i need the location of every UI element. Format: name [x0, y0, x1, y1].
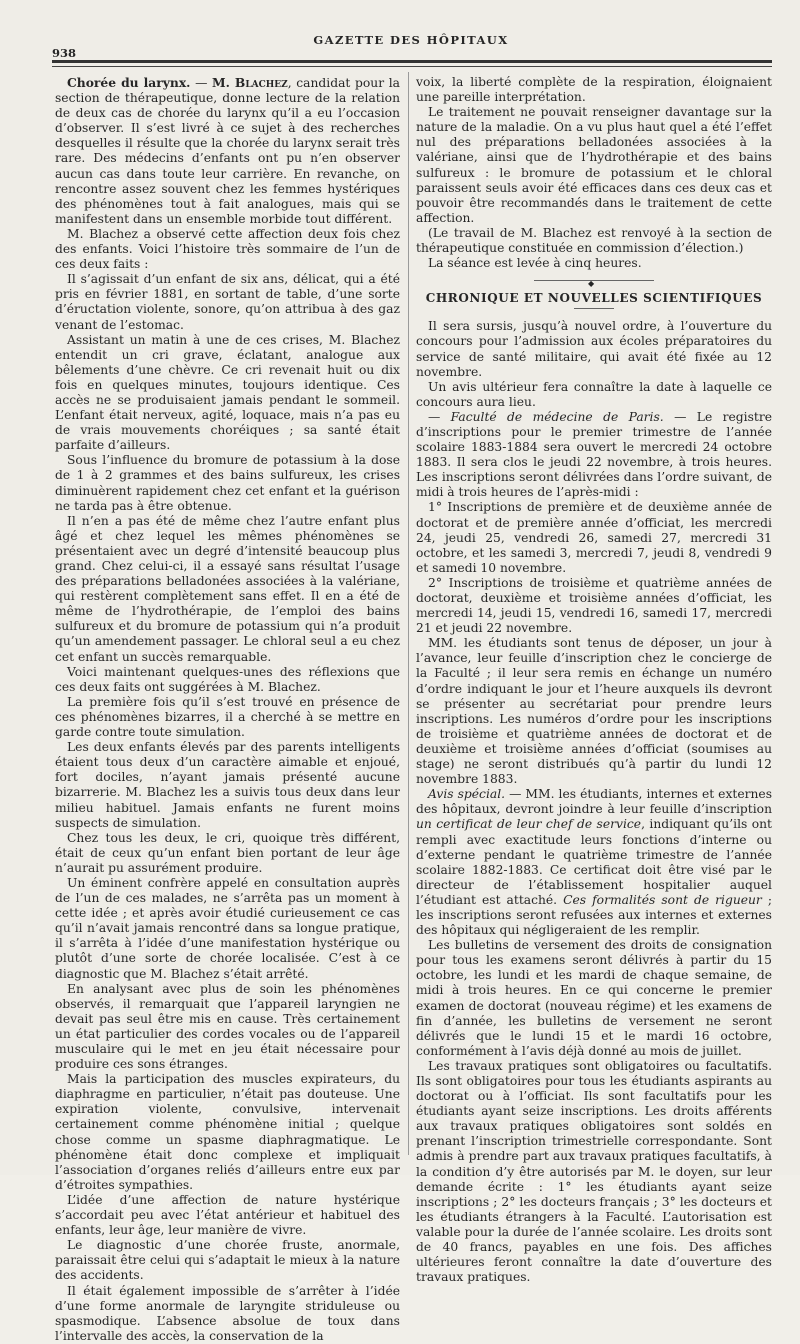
paragraph: L’idée d’une affection de nature hystérique s’accordait peu avec l’état antérieur et habituel des enfants, leur âge, leur manière de vivre. [55, 1192, 400, 1238]
notice-italic-text: Ces formalités sont de rigueur [563, 892, 762, 907]
paragraph: Un éminent confrère appelé en consultation auprès de l’un de ces malades, ne s’arrêta pas un moment à cette idée ; et après avoir étudié curieusement ce cas qu’il n’avait jamais rencontré dans sa longue pratique, il s’arrêta à l’idée d’une manifestation hystérique ou plutôt d’une sorte de chorée localisée. C’est à ce diagnostic que M. Blachez s’était arrêté. [55, 875, 400, 981]
notice-text: ; les inscriptions seront refusées aux internes et externes des hôpitaux qui négligeraient de les remplir. [416, 892, 772, 938]
right-column [416, 75, 773, 1285]
page-header [52, 30, 770, 60]
article-title: Chorée du larynx. [67, 75, 191, 90]
paragraph: Mais la participation des muscles expirateurs, du diaphragme en particulier, n’était pas douteuse. Une expiration violente, convulsive, intervenait certainement comme phénomène initial ; quelque chose comme un spasme diaphragmatique. Le phénomène était donc complexe et impliquait l’association d’organes reliés d’ailleurs entre eux par d’étroites sympathies. [55, 1072, 400, 1192]
paragraph: voix, la liberté complète de la respiration, éloignaient une pareille interprétation. [416, 75, 772, 105]
notice-heading: — Faculté de médecine de Paris. [428, 409, 664, 424]
paragraph: Il n’en a pas été de même chez l’autre enfant plus âgé et chez lequel les mêmes phénomènes se présentaient avec un degré d’intensité beaucoup plus grand. Chez celui-ci, il a essayé sans résultat l’usage des préparations belladonées associées à la valériane, qui restèrent complètement sans effet. Il en a été de même de l’hydrothérapie, de l’emploi des bains sulfureux et du bromure de potassium qui n’a produit qu’un amendement passager. Le chloral seul a eu chez cet enfant un succès remarquable. [55, 513, 400, 664]
column-divider [408, 72, 409, 1155]
notice-text: — Le registre d’inscriptions pour le premier trimestre de l’année scolaire 1883-1884 sera ouvert le mercredi 24 octobre 1883. Il sera clos le jeudi 22 novembre, à trois heures. Les inscriptions seront délivrées dans l’ordre suivant, de midi à trois heures de l’après-midi : [416, 409, 772, 500]
header-thick-rule [52, 60, 772, 63]
paragraph: MM. les étudiants sont tenus de déposer, un jour à l’avance, leur feuille d’inscription chez le concierge de la Faculté ; il leur sera remis en échange un numéro d’ordre indiquant le jour et l’heure auxquels ils devront se présenter au secrétariat pour prendre leurs inscriptions. Les numéros d’ordre pour les inscriptions de troisième et quatrième années de doctorat et de deuxième et troisième années d’officiat (soumises au stage) ne seront distribués qu’à partir du lundi 12 novembre 1883. [416, 636, 772, 787]
paragraph: En analysant avec plus de soin les phénomènes observés, il remarquait que l’appareil laryngien ne devait pas seul être mis en cause. Très certainement un état particulier des cordes vocales ou de l’appareil musculaire qui le met en jeu était nécessaire pour produire ces sons étranges. [55, 981, 400, 1072]
notice-italic-text: un certificat de leur chef de service [416, 817, 642, 832]
paragraph: Il s’agissait d’un enfant de six ans, délicat, qui a été pris en février 1881, en sortant de table, d’une sorte d’éructation violente, sonore, qu’on attribua à des gaz venant de l’estomac. [55, 272, 400, 332]
paragraph: Chez tous les deux, le cri, quoique très différent, était de ceux qu’un enfant bien portant de leur âge n’aurait pu assurément produire. [55, 830, 400, 875]
paragraph: Les deux enfants élevés par des parents intelligents étaient tous deux d’un caractère aimable et enjoué, fort dociles, n’ayant jamais présenté aucune bizarrerie. M. Blachez les a suivis tous deux dans leur milieu habituel. Jamais enfants ne furent moins suspects de simulation. [55, 740, 400, 830]
paragraph: (Le travail de M. Blachez est renvoyé à la section de thérapeutique constituée en commission d’élection.) [416, 225, 772, 256]
paragraph: Il sera sursis, jusqu’à nouvel ordre, à l’ouverture du concours pour l’admission aux écoles préparatoires du service de santé militaire, qui avait été fixée au 12 novembre. [416, 319, 772, 379]
paragraph: Le diagnostic d’une chorée fruste, anormale, paraissait être celui qui s’adaptait le mieux à la nature des accidents. [55, 1238, 400, 1283]
running-title: GAZETTE DES HÔPITAUX [313, 33, 509, 47]
paragraph: Voici maintenant quelques-unes des réflexions que ces deux faits ont suggérées à M. Blachez. [55, 664, 400, 694]
article-intro-paragraph: Chorée du larynx. — M. Blachez, candidat pour la section de thérapeutique, donne lecture de la relation de deux cas de chorée du larynx qu’il a eu l’occasion d’observer. Il s’est livré à ce sujet à des recherches desquelles il résulte que la chorée du larynx serait très rare. Des médecins d’enfants ont pu n’en observer aucun cas dans toute leur carrière. En revanche, on rencontre assez souvent chez les femmes hystériques des phénomènes tout à fait analogues, mais qui se manifestent dans un ensemble morbide tout différent. [55, 75, 400, 226]
paragraph: Les bulletins de versement des droits de consignation pour tous les examens seront délivrés à partir du 15 octobre, les lundi et les mardi de chaque semaine, de midi à trois heures. En ce qui concerne le premier examen de doctorat (nouveau régime) et les examens de fin d’année, les bulletins de versement ne seront délivrés que le lundi 15 et le mardi 16 octobre, conformément à l’avis déjà donné au mois de juillet. [416, 938, 772, 1058]
paragraph: La première fois qu’il s’est trouvé en présence de ces phénomènes bizarres, il a cherché à se mettre en garde contre toute simulation. [55, 694, 400, 740]
article-intro-text: , candidat pour la section de thérapeutique, donne lecture de la relation de deux cas de chorée du larynx qu’il a eu l’occasion d’observer. Il s’est livré à ce sujet à des recherches desquelles il résulte que la chorée du larynx serait très rare. Des médecins d’enfants ont pu n’en observer aucun cas dans toute leur carrière. En revanche, on rencontre assez souvent chez les femmes hystériques des phénomènes tout à fait analogues, mais qui se manifestent dans un ensemble morbide tout différent. [55, 76, 400, 226]
paragraph: Un avis ultérieur fera connaître la date à laquelle ce concours aura lieu. [416, 379, 772, 409]
notice-heading: Avis spécial. [428, 787, 506, 802]
paragraph: 1° Inscriptions de première et de deuxième année de doctorat et de première année d’officiat, les mercredi 24, jeudi 25, vendredi 26, samedi 27, mercredi 31 octobre, et les samedi 3, mercredi 7, jeudi 8, vendredi 9 et samedi 10 novembre. [416, 500, 772, 575]
notice-text: — MM. les étudiants, internes et externes des hôpitaux, devront joindre à leur feuille d’inscription [416, 787, 773, 817]
paragraph: M. Blachez a observé cette affection deux fois chez des enfants. Voici l’histoire très sommaire de l’un de ces deux faits : [55, 226, 400, 272]
paragraph: Les travaux pratiques sont obligatoires ou facultatifs. Ils sont obligatoires pour tous les étudiants aspirants au doctorat ou à l’officiat. Ils sont facultatifs pour les étudiants ayant seize inscriptions. Les droits afférents aux travaux pratiques obligatoires sont soldés en prenant l’inscription trimestrielle correspondante. Sont admis à prendre part aux travaux pratiques facultatifs, à la condition d’y être autorisés par M. le doyen, sur leur demande écrite : 1° les étudiants ayant seize inscriptions ; 2° les docteurs français ; 3° les docteurs et les étudiants étrangers à la Faculté. L’autorisation est valable pour la durée de l’année scolaire. Les droits sont de 40 francs, payables en une fois. Des affiches ultérieures feront connaître la date d’ouverture des travaux pratiques. [416, 1058, 772, 1285]
paragraph: Sous l’influence du bromure de potassium à la dose de 1 à 2 grammes et des bains sulfureux, les crises diminuèrent rapidement chez cet enfant et la guérison ne tarda pas à être obtenue. [55, 453, 400, 513]
special-notice-paragraph [416, 787, 772, 938]
notice-text: , indiquant qu’ils ont rempli avec exactitude leurs fonctions d’interne ou d’externe pendant le quatrième trimestre de l’année scolaire 1882-1883. Ce certificat doit être visé par le directeur de l’établissement hospitalier auquel l’étudiant est attaché. [416, 817, 772, 907]
header-thin-rule [52, 66, 772, 67]
section-title: CHRONIQUE ET NOUVELLES SCIENTIFIQUES [425, 291, 763, 306]
article-author: M. Blachez [212, 75, 288, 90]
faculty-notice-paragraph [416, 410, 772, 501]
paragraph: 2° Inscriptions de troisième et quatrième années de doctorat, deuxième et troisième années d’officiat, les mercredi 14, jeudi 15, vendredi 16, samedi 17, mercredi 21 et jeudi 22 novembre. [416, 575, 772, 636]
paragraph: Assistant un matin à une de ces crises, M. Blachez entendit un cri grave, éclatant, analogue aux bêlements d’une chèvre. Ce cri revenait huit ou dix fois en quelques minutes, toujours identique. Ces accès ne se produisaient jamais pendant le sommeil. L’enfant était nerveux, agité, loquace, mais n’a pas eu de vrais mouvements choréiques ; sa santé était parfaite d’ailleurs. [55, 332, 400, 453]
paragraph: La séance est levée à cinq heures. [428, 256, 642, 271]
section-separator: ◆ [534, 280, 654, 281]
page-number: 938 [52, 46, 77, 60]
paragraph: Il était également impossible de s’arrêter à l’idée d’une forme anormale de laryngite striduleuse ou spasmodique. L’absence absolue de toux dans l’intervalle des accès, la conservation de la [55, 1283, 400, 1343]
paragraph: Le traitement ne pouvait renseigner davantage sur la nature de la maladie. On a vu plus haut quel a été l’effet nul des préparations belladonées associées à la valériane, ainsi que de l’hydrothérapie et des bains sulfureux : le bromure de potassium et le chloral paraissent seuls avoir été efficaces dans ces deux cas et pouvoir être recommandés dans le traitement de cette affection. [416, 105, 772, 225]
left-column [55, 75, 400, 1343]
section-title-rule [574, 308, 614, 309]
